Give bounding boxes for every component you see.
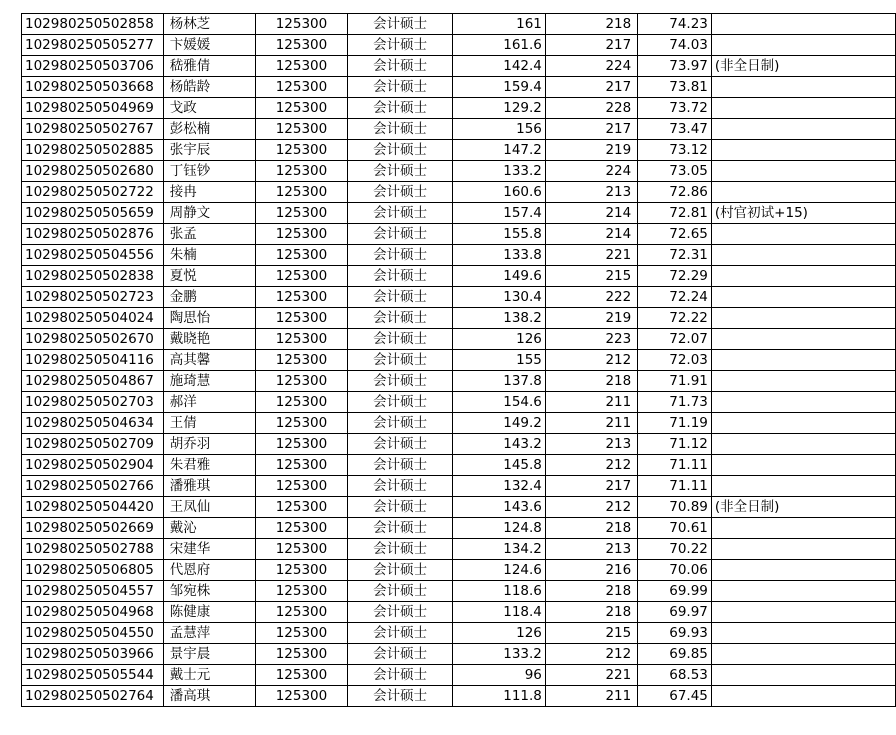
major-name-cell: 会计硕士: [348, 455, 453, 476]
note-cell: (非全日制): [711, 497, 895, 518]
candidate-name-cell: 戈政: [163, 98, 255, 119]
exam-score-cell: 138.2: [453, 308, 546, 329]
table-row: [22, 392, 896, 413]
major-name-cell: 会计硕士: [348, 77, 453, 98]
major-code-cell: 125300: [255, 392, 347, 413]
major-name-cell: 会计硕士: [348, 119, 453, 140]
major-name-cell: 会计硕士: [348, 161, 453, 182]
major-name-cell: 会计硕士: [348, 56, 453, 77]
note-cell: [711, 413, 895, 434]
candidate-name-cell: 金鹏: [163, 287, 255, 308]
table-row: [22, 455, 896, 476]
exam-score-cell: 155: [453, 350, 546, 371]
retest-score-cell: 211: [545, 413, 637, 434]
total-score-cell: 74.03: [638, 35, 712, 56]
exam-score-cell: 143.6: [453, 497, 546, 518]
candidate-id-cell: 102980250502904: [22, 455, 164, 476]
table-row: [22, 686, 896, 707]
candidate-name-cell: 张宇辰: [163, 140, 255, 161]
total-score-cell: 71.73: [638, 392, 712, 413]
candidate-id-cell: 102980250502767: [22, 119, 164, 140]
total-score-cell: 68.53: [638, 665, 712, 686]
major-code-cell: 125300: [255, 581, 347, 602]
note-cell: [711, 266, 895, 287]
candidate-id-cell: 102980250502885: [22, 140, 164, 161]
major-name-cell: 会计硕士: [348, 623, 453, 644]
note-cell: [711, 287, 895, 308]
retest-score-cell: 224: [545, 56, 637, 77]
retest-score-cell: 218: [545, 518, 637, 539]
table-row: [22, 77, 896, 98]
total-score-cell: 73.12: [638, 140, 712, 161]
table-row: [22, 98, 896, 119]
note-cell: [711, 476, 895, 497]
major-name-cell: 会计硕士: [348, 35, 453, 56]
table-row: [22, 224, 896, 245]
table-row: [22, 371, 896, 392]
retest-score-cell: 212: [545, 497, 637, 518]
retest-score-cell: 217: [545, 77, 637, 98]
total-score-cell: 72.31: [638, 245, 712, 266]
score-table: [21, 13, 896, 707]
major-code-cell: 125300: [255, 455, 347, 476]
retest-score-cell: 218: [545, 581, 637, 602]
candidate-id-cell: 102980250505544: [22, 665, 164, 686]
total-score-cell: 73.05: [638, 161, 712, 182]
candidate-name-cell: 戴沁: [163, 518, 255, 539]
major-name-cell: 会计硕士: [348, 182, 453, 203]
candidate-id-cell: 102980250502766: [22, 476, 164, 497]
major-code-cell: 125300: [255, 560, 347, 581]
candidate-id-cell: 102980250505659: [22, 203, 164, 224]
total-score-cell: 72.24: [638, 287, 712, 308]
note-cell: [711, 140, 895, 161]
major-name-cell: 会计硕士: [348, 245, 453, 266]
exam-score-cell: 111.8: [453, 686, 546, 707]
table-row: [22, 518, 896, 539]
exam-score-cell: 147.2: [453, 140, 546, 161]
table-row: [22, 140, 896, 161]
table-row: [22, 35, 896, 56]
table-body: [22, 14, 896, 707]
candidate-name-cell: 杨皓龄: [163, 77, 255, 98]
exam-score-cell: 160.6: [453, 182, 546, 203]
total-score-cell: 72.03: [638, 350, 712, 371]
candidate-name-cell: 施琦慧: [163, 371, 255, 392]
retest-score-cell: 213: [545, 539, 637, 560]
total-score-cell: 71.12: [638, 434, 712, 455]
exam-score-cell: 155.8: [453, 224, 546, 245]
candidate-id-cell: 102980250502764: [22, 686, 164, 707]
candidate-name-cell: 潘雅琪: [163, 476, 255, 497]
candidate-id-cell: 102980250502788: [22, 539, 164, 560]
note-cell: [711, 371, 895, 392]
retest-score-cell: 219: [545, 308, 637, 329]
major-name-cell: 会计硕士: [348, 224, 453, 245]
exam-score-cell: 161: [453, 14, 546, 35]
note-cell: [711, 560, 895, 581]
major-name-cell: 会计硕士: [348, 581, 453, 602]
exam-score-cell: 149.6: [453, 266, 546, 287]
note-cell: [711, 434, 895, 455]
major-code-cell: 125300: [255, 476, 347, 497]
total-score-cell: 72.22: [638, 308, 712, 329]
major-code-cell: 125300: [255, 644, 347, 665]
candidate-id-cell: 102980250502703: [22, 392, 164, 413]
note-cell: [711, 161, 895, 182]
major-code-cell: 125300: [255, 35, 347, 56]
total-score-cell: 69.93: [638, 623, 712, 644]
major-name-cell: 会计硕士: [348, 644, 453, 665]
candidate-id-cell: 102980250503668: [22, 77, 164, 98]
major-name-cell: 会计硕士: [348, 98, 453, 119]
note-cell: (非全日制): [711, 56, 895, 77]
major-name-cell: 会计硕士: [348, 686, 453, 707]
retest-score-cell: 216: [545, 560, 637, 581]
major-name-cell: 会计硕士: [348, 371, 453, 392]
exam-score-cell: 118.4: [453, 602, 546, 623]
table-row: [22, 56, 896, 77]
candidate-id-cell: 102980250502723: [22, 287, 164, 308]
total-score-cell: 67.45: [638, 686, 712, 707]
exam-score-cell: 154.6: [453, 392, 546, 413]
note-cell: [711, 119, 895, 140]
total-score-cell: 72.86: [638, 182, 712, 203]
table-row: [22, 14, 896, 35]
major-name-cell: 会计硕士: [348, 392, 453, 413]
retest-score-cell: 221: [545, 245, 637, 266]
candidate-name-cell: 朱君雅: [163, 455, 255, 476]
total-score-cell: 72.65: [638, 224, 712, 245]
total-score-cell: 70.06: [638, 560, 712, 581]
exam-score-cell: 156: [453, 119, 546, 140]
note-cell: [711, 308, 895, 329]
exam-score-cell: 142.4: [453, 56, 546, 77]
candidate-id-cell: 102980250504420: [22, 497, 164, 518]
major-name-cell: 会计硕士: [348, 266, 453, 287]
major-code-cell: 125300: [255, 686, 347, 707]
retest-score-cell: 221: [545, 665, 637, 686]
note-cell: [711, 644, 895, 665]
exam-score-cell: 126: [453, 329, 546, 350]
table-row: [22, 329, 896, 350]
retest-score-cell: 217: [545, 119, 637, 140]
note-cell: [711, 665, 895, 686]
table-row: [22, 161, 896, 182]
candidate-name-cell: 景宇晨: [163, 644, 255, 665]
table-row: [22, 644, 896, 665]
major-name-cell: 会计硕士: [348, 350, 453, 371]
exam-score-cell: 157.4: [453, 203, 546, 224]
retest-score-cell: 211: [545, 686, 637, 707]
exam-score-cell: 132.4: [453, 476, 546, 497]
table-row: [22, 665, 896, 686]
candidate-name-cell: 郝洋: [163, 392, 255, 413]
major-code-cell: 125300: [255, 161, 347, 182]
major-name-cell: 会计硕士: [348, 497, 453, 518]
note-cell: [711, 224, 895, 245]
table-row: [22, 581, 896, 602]
major-name-cell: 会计硕士: [348, 203, 453, 224]
exam-score-cell: 130.4: [453, 287, 546, 308]
major-code-cell: 125300: [255, 497, 347, 518]
retest-score-cell: 228: [545, 98, 637, 119]
candidate-name-cell: 代恩府: [163, 560, 255, 581]
exam-score-cell: 137.8: [453, 371, 546, 392]
candidate-id-cell: 102980250503706: [22, 56, 164, 77]
exam-score-cell: 134.2: [453, 539, 546, 560]
candidate-id-cell: 102980250505277: [22, 35, 164, 56]
retest-score-cell: 224: [545, 161, 637, 182]
candidate-id-cell: 102980250504969: [22, 98, 164, 119]
table-row: [22, 434, 896, 455]
candidate-id-cell: 102980250502722: [22, 182, 164, 203]
table-row: [22, 623, 896, 644]
retest-score-cell: 223: [545, 329, 637, 350]
candidate-name-cell: 朱楠: [163, 245, 255, 266]
retest-score-cell: 218: [545, 14, 637, 35]
major-name-cell: 会计硕士: [348, 413, 453, 434]
table-row: [22, 203, 896, 224]
candidate-name-cell: 胡乔羽: [163, 434, 255, 455]
note-cell: [711, 539, 895, 560]
note-cell: [711, 350, 895, 371]
retest-score-cell: 215: [545, 266, 637, 287]
major-code-cell: 125300: [255, 518, 347, 539]
table-row: [22, 182, 896, 203]
candidate-name-cell: 嵇雅倩: [163, 56, 255, 77]
major-name-cell: 会计硕士: [348, 434, 453, 455]
total-score-cell: 73.81: [638, 77, 712, 98]
major-code-cell: 125300: [255, 665, 347, 686]
note-cell: [711, 686, 895, 707]
note-cell: [711, 329, 895, 350]
retest-score-cell: 217: [545, 35, 637, 56]
major-code-cell: 125300: [255, 371, 347, 392]
retest-score-cell: 212: [545, 350, 637, 371]
candidate-id-cell: 102980250502680: [22, 161, 164, 182]
total-score-cell: 72.29: [638, 266, 712, 287]
total-score-cell: 71.11: [638, 476, 712, 497]
candidate-id-cell: 102980250504634: [22, 413, 164, 434]
candidate-id-cell: 102980250502838: [22, 266, 164, 287]
total-score-cell: 69.85: [638, 644, 712, 665]
table-row: [22, 539, 896, 560]
total-score-cell: 69.99: [638, 581, 712, 602]
retest-score-cell: 215: [545, 623, 637, 644]
retest-score-cell: 222: [545, 287, 637, 308]
major-name-cell: 会计硕士: [348, 14, 453, 35]
note-cell: [711, 77, 895, 98]
table-row: [22, 287, 896, 308]
candidate-id-cell: 102980250504550: [22, 623, 164, 644]
major-code-cell: 125300: [255, 98, 347, 119]
retest-score-cell: 218: [545, 602, 637, 623]
exam-score-cell: 143.2: [453, 434, 546, 455]
total-score-cell: 73.47: [638, 119, 712, 140]
major-code-cell: 125300: [255, 602, 347, 623]
candidate-id-cell: 102980250504968: [22, 602, 164, 623]
retest-score-cell: 218: [545, 371, 637, 392]
exam-score-cell: 118.6: [453, 581, 546, 602]
major-name-cell: 会计硕士: [348, 140, 453, 161]
candidate-name-cell: 潘高琪: [163, 686, 255, 707]
candidate-name-cell: 戴晓艳: [163, 329, 255, 350]
major-code-cell: 125300: [255, 119, 347, 140]
table-row: [22, 560, 896, 581]
retest-score-cell: 213: [545, 434, 637, 455]
candidate-id-cell: 102980250502876: [22, 224, 164, 245]
candidate-name-cell: 夏悦: [163, 266, 255, 287]
major-name-cell: 会计硕士: [348, 560, 453, 581]
exam-score-cell: 129.2: [453, 98, 546, 119]
major-code-cell: 125300: [255, 140, 347, 161]
retest-score-cell: 212: [545, 455, 637, 476]
candidate-name-cell: 卞媛媛: [163, 35, 255, 56]
candidate-name-cell: 王倩: [163, 413, 255, 434]
candidate-name-cell: 接冉: [163, 182, 255, 203]
candidate-name-cell: 彭松楠: [163, 119, 255, 140]
exam-score-cell: 126: [453, 623, 546, 644]
candidate-name-cell: 高其馨: [163, 350, 255, 371]
major-name-cell: 会计硕士: [348, 476, 453, 497]
major-code-cell: 125300: [255, 77, 347, 98]
exam-score-cell: 161.6: [453, 35, 546, 56]
table-row: [22, 476, 896, 497]
total-score-cell: 72.07: [638, 329, 712, 350]
major-name-cell: 会计硕士: [348, 329, 453, 350]
note-cell: [711, 623, 895, 644]
candidate-name-cell: 宋建华: [163, 539, 255, 560]
total-score-cell: 71.11: [638, 455, 712, 476]
candidate-id-cell: 102980250504867: [22, 371, 164, 392]
major-name-cell: 会计硕士: [348, 308, 453, 329]
note-cell: [711, 455, 895, 476]
total-score-cell: 70.61: [638, 518, 712, 539]
note-cell: [711, 581, 895, 602]
total-score-cell: 73.72: [638, 98, 712, 119]
table-row: [22, 350, 896, 371]
major-code-cell: 125300: [255, 539, 347, 560]
major-code-cell: 125300: [255, 623, 347, 644]
candidate-id-cell: 102980250502709: [22, 434, 164, 455]
major-name-cell: 会计硕士: [348, 287, 453, 308]
table-row: [22, 119, 896, 140]
total-score-cell: 71.91: [638, 371, 712, 392]
major-code-cell: 125300: [255, 14, 347, 35]
note-cell: (村官初试+15): [711, 203, 895, 224]
candidate-name-cell: 张孟: [163, 224, 255, 245]
major-code-cell: 125300: [255, 413, 347, 434]
major-code-cell: 125300: [255, 287, 347, 308]
exam-score-cell: 133.8: [453, 245, 546, 266]
total-score-cell: 73.97: [638, 56, 712, 77]
major-code-cell: 125300: [255, 266, 347, 287]
candidate-name-cell: 陶思怡: [163, 308, 255, 329]
total-score-cell: 70.22: [638, 539, 712, 560]
candidate-name-cell: 周静文: [163, 203, 255, 224]
total-score-cell: 72.81: [638, 203, 712, 224]
candidate-name-cell: 孟慧萍: [163, 623, 255, 644]
candidate-name-cell: 王凤仙: [163, 497, 255, 518]
candidate-id-cell: 102980250504116: [22, 350, 164, 371]
table-row: [22, 497, 896, 518]
candidate-name-cell: 丁钰钞: [163, 161, 255, 182]
total-score-cell: 69.97: [638, 602, 712, 623]
exam-score-cell: 133.2: [453, 161, 546, 182]
exam-score-cell: 124.6: [453, 560, 546, 581]
note-cell: [711, 35, 895, 56]
table-row: [22, 413, 896, 434]
retest-score-cell: 217: [545, 476, 637, 497]
note-cell: [711, 245, 895, 266]
major-name-cell: 会计硕士: [348, 518, 453, 539]
note-cell: [711, 602, 895, 623]
retest-score-cell: 214: [545, 203, 637, 224]
exam-score-cell: 133.2: [453, 644, 546, 665]
major-name-cell: 会计硕士: [348, 665, 453, 686]
retest-score-cell: 219: [545, 140, 637, 161]
major-name-cell: 会计硕士: [348, 602, 453, 623]
retest-score-cell: 212: [545, 644, 637, 665]
exam-score-cell: 159.4: [453, 77, 546, 98]
note-cell: [711, 392, 895, 413]
candidate-id-cell: 102980250502858: [22, 14, 164, 35]
major-name-cell: 会计硕士: [348, 539, 453, 560]
note-cell: [711, 14, 895, 35]
major-code-cell: 125300: [255, 350, 347, 371]
note-cell: [711, 518, 895, 539]
major-code-cell: 125300: [255, 56, 347, 77]
table-row: [22, 266, 896, 287]
exam-score-cell: 124.8: [453, 518, 546, 539]
candidate-name-cell: 戴士元: [163, 665, 255, 686]
major-code-cell: 125300: [255, 308, 347, 329]
candidate-name-cell: 陈健康: [163, 602, 255, 623]
major-code-cell: 125300: [255, 434, 347, 455]
candidate-name-cell: 杨林芝: [163, 14, 255, 35]
candidate-id-cell: 102980250503966: [22, 644, 164, 665]
note-cell: [711, 182, 895, 203]
candidate-id-cell: 102980250502669: [22, 518, 164, 539]
note-cell: [711, 98, 895, 119]
candidate-id-cell: 102980250502670: [22, 329, 164, 350]
total-score-cell: 70.89: [638, 497, 712, 518]
exam-score-cell: 145.8: [453, 455, 546, 476]
candidate-id-cell: 102980250504024: [22, 308, 164, 329]
total-score-cell: 71.19: [638, 413, 712, 434]
candidate-id-cell: 102980250506805: [22, 560, 164, 581]
major-code-cell: 125300: [255, 329, 347, 350]
major-code-cell: 125300: [255, 245, 347, 266]
candidate-id-cell: 102980250504557: [22, 581, 164, 602]
major-code-cell: 125300: [255, 224, 347, 245]
major-code-cell: 125300: [255, 203, 347, 224]
retest-score-cell: 214: [545, 224, 637, 245]
candidate-name-cell: 邹宛株: [163, 581, 255, 602]
exam-score-cell: 149.2: [453, 413, 546, 434]
table-row: [22, 602, 896, 623]
major-code-cell: 125300: [255, 182, 347, 203]
table-row: [22, 308, 896, 329]
retest-score-cell: 213: [545, 182, 637, 203]
exam-score-cell: 96: [453, 665, 546, 686]
total-score-cell: 74.23: [638, 14, 712, 35]
retest-score-cell: 211: [545, 392, 637, 413]
table-row: [22, 245, 896, 266]
candidate-id-cell: 102980250504556: [22, 245, 164, 266]
